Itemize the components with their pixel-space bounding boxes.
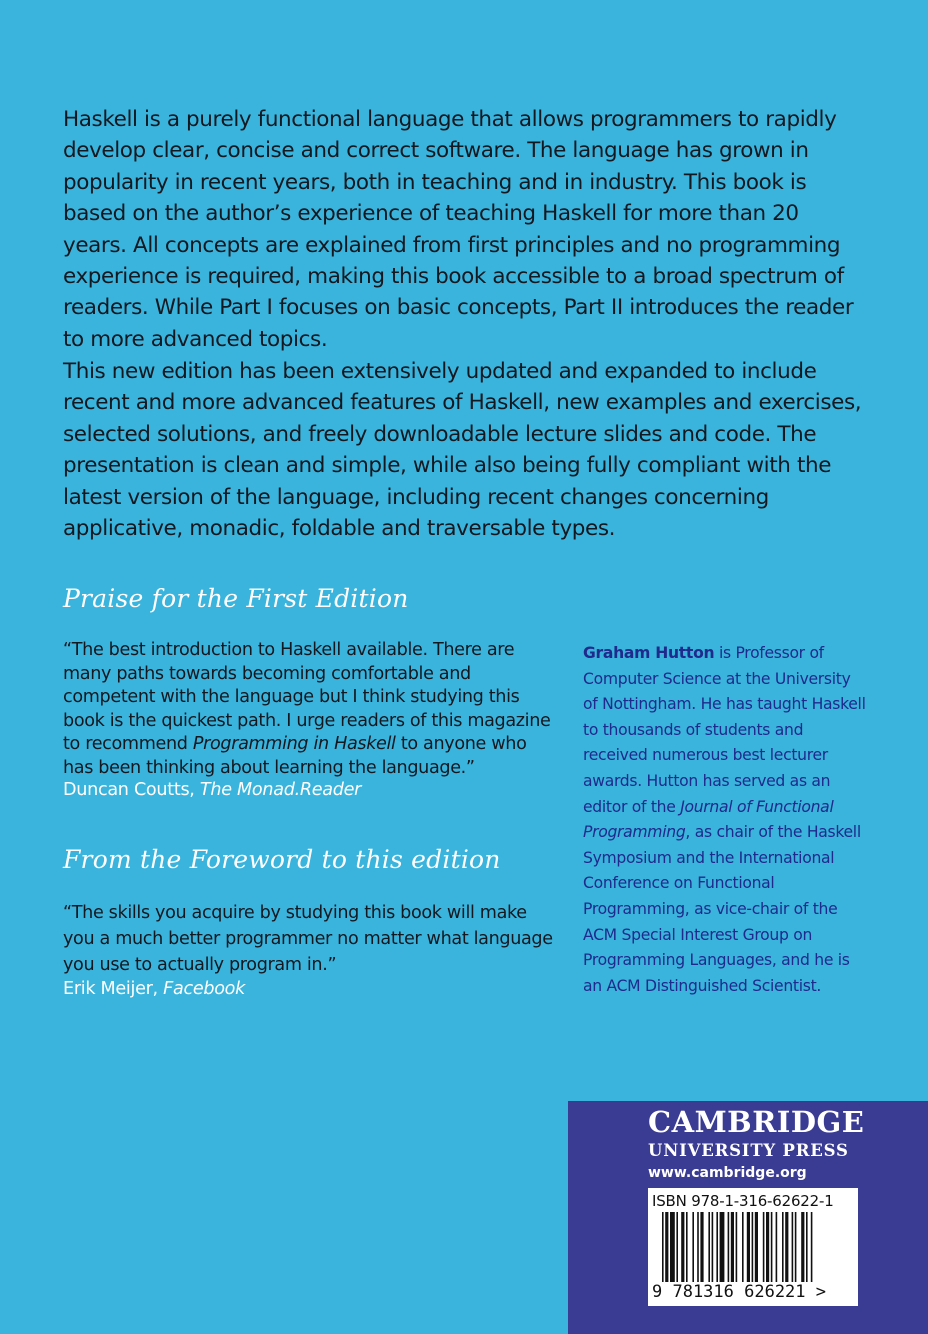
barcode-bar [708, 1212, 710, 1284]
barcode-bar [662, 1212, 664, 1284]
author-name: Graham Hutton [583, 644, 715, 662]
author-bio-journal: Journal of Functional Programming [583, 797, 834, 842]
barcode-bar [806, 1212, 808, 1284]
foreword-source: Facebook [163, 979, 246, 999]
publisher-logo-press: UNIVERSITY PRESS [648, 1141, 849, 1160]
barcode-bar [776, 1212, 778, 1284]
barcode-bar [785, 1212, 788, 1284]
barcode-bar [676, 1212, 678, 1284]
praise-heading: Praise for the First Edition [63, 584, 409, 613]
praise-quote [63, 639, 555, 781]
barcode-bar [795, 1212, 797, 1284]
foreword-author: Erik Meijer, [63, 979, 164, 999]
blurb-paragraph-2: This new edition has been extensively updated and expanded to include recent and more advanced features of Haskell, new examples and exercises, selected solutions, and freely downloadable lecture slides and code. The presentation is clean and simple, while also being fully compliant with the latest version of the language, including recent changes concerning applicative, monadic, foldable and traversable types. [63, 359, 862, 542]
author-bio-text-2: , as chair of the Haskell Symposium and the International Conference on Functional Programming, as vice-chair of the ACM Special Interest Group on Programming Languages, and he is an ACM Distinguished Scientist. [583, 823, 861, 995]
isbn-label: ISBN 978-1-316-62622-1 [652, 1192, 834, 1210]
author-bio-text-1: is Professor of Computer Science at the University of Nottingham. He has taught Haskell to thousands of students and received numerous best lecturer awards. Hutton has served as an editor of the [583, 644, 866, 816]
barcode-bar [686, 1212, 688, 1284]
barcode-bar [736, 1212, 738, 1284]
barcode-bar [681, 1212, 684, 1284]
barcode-icon [648, 1212, 858, 1284]
barcode-bar [763, 1212, 765, 1284]
isbn-barcode [648, 1188, 858, 1306]
barcode-bar [782, 1212, 784, 1284]
foreword-attribution [63, 979, 245, 999]
foreword-heading: From the Foreword to this edition [63, 845, 501, 874]
barcode-bar [752, 1212, 754, 1284]
barcode-bar [755, 1212, 758, 1284]
barcode-bar [766, 1212, 769, 1284]
publisher-url: www.cambridge.org [648, 1165, 807, 1181]
barcode-bar [692, 1212, 694, 1284]
publisher-logo-name: CAMBRIDGE [648, 1105, 865, 1139]
barcode-bar [670, 1212, 675, 1284]
praise-quote-text-2: to anyone who has been thinking about learning the language.” [63, 734, 527, 778]
barcode-bar [747, 1212, 750, 1284]
praise-quote-text-1: “The best introduction to Haskell available. There are many paths towards becoming comfortable and competent with the language but I think studying this book is the quickest path. I urge readers of this magazine to recommend [63, 640, 551, 755]
barcode-bar [731, 1212, 734, 1284]
barcode-bar [792, 1212, 794, 1284]
praise-author: Duncan Coutts, [63, 780, 200, 800]
barcode-bar [665, 1212, 668, 1284]
praise-attribution [63, 780, 361, 800]
blurb-paragraph-1: Haskell is a purely functional language that allows programmers to rapidly develop clear, concise and correct software. The language has grown in popularity in recent years, both in teaching and in industry. This book is based on the author’s experience of teaching Haskell for more than 20 years. All concepts are explained from first principles and no programming experience is required, making this book accessible to a broad spectrum of readers. While Part I focuses on basic concepts, Part II introduces the reader to more advanced topics. [63, 107, 854, 352]
barcode-bar [697, 1212, 699, 1284]
praise-source: The Monad.Reader [199, 780, 362, 800]
barcode-bar [728, 1212, 730, 1284]
barcode-bar [712, 1212, 714, 1284]
barcode-bar [716, 1212, 718, 1284]
barcode-bar [720, 1212, 725, 1284]
barcode-bar [742, 1212, 744, 1284]
barcode-bar [811, 1212, 813, 1284]
barcode-bar [801, 1212, 804, 1284]
barcode-bar [700, 1212, 703, 1284]
praise-quote-book-title: Programming in Haskell [192, 734, 396, 755]
barcode-bar [771, 1212, 773, 1284]
author-bio [583, 641, 868, 999]
ean-digits: 9 781316 626221 > [652, 1282, 826, 1302]
foreword-quote: “The skills you acquire by studying this book will make you a much better programmer no matter what language you use to actually program in.” [63, 903, 553, 975]
